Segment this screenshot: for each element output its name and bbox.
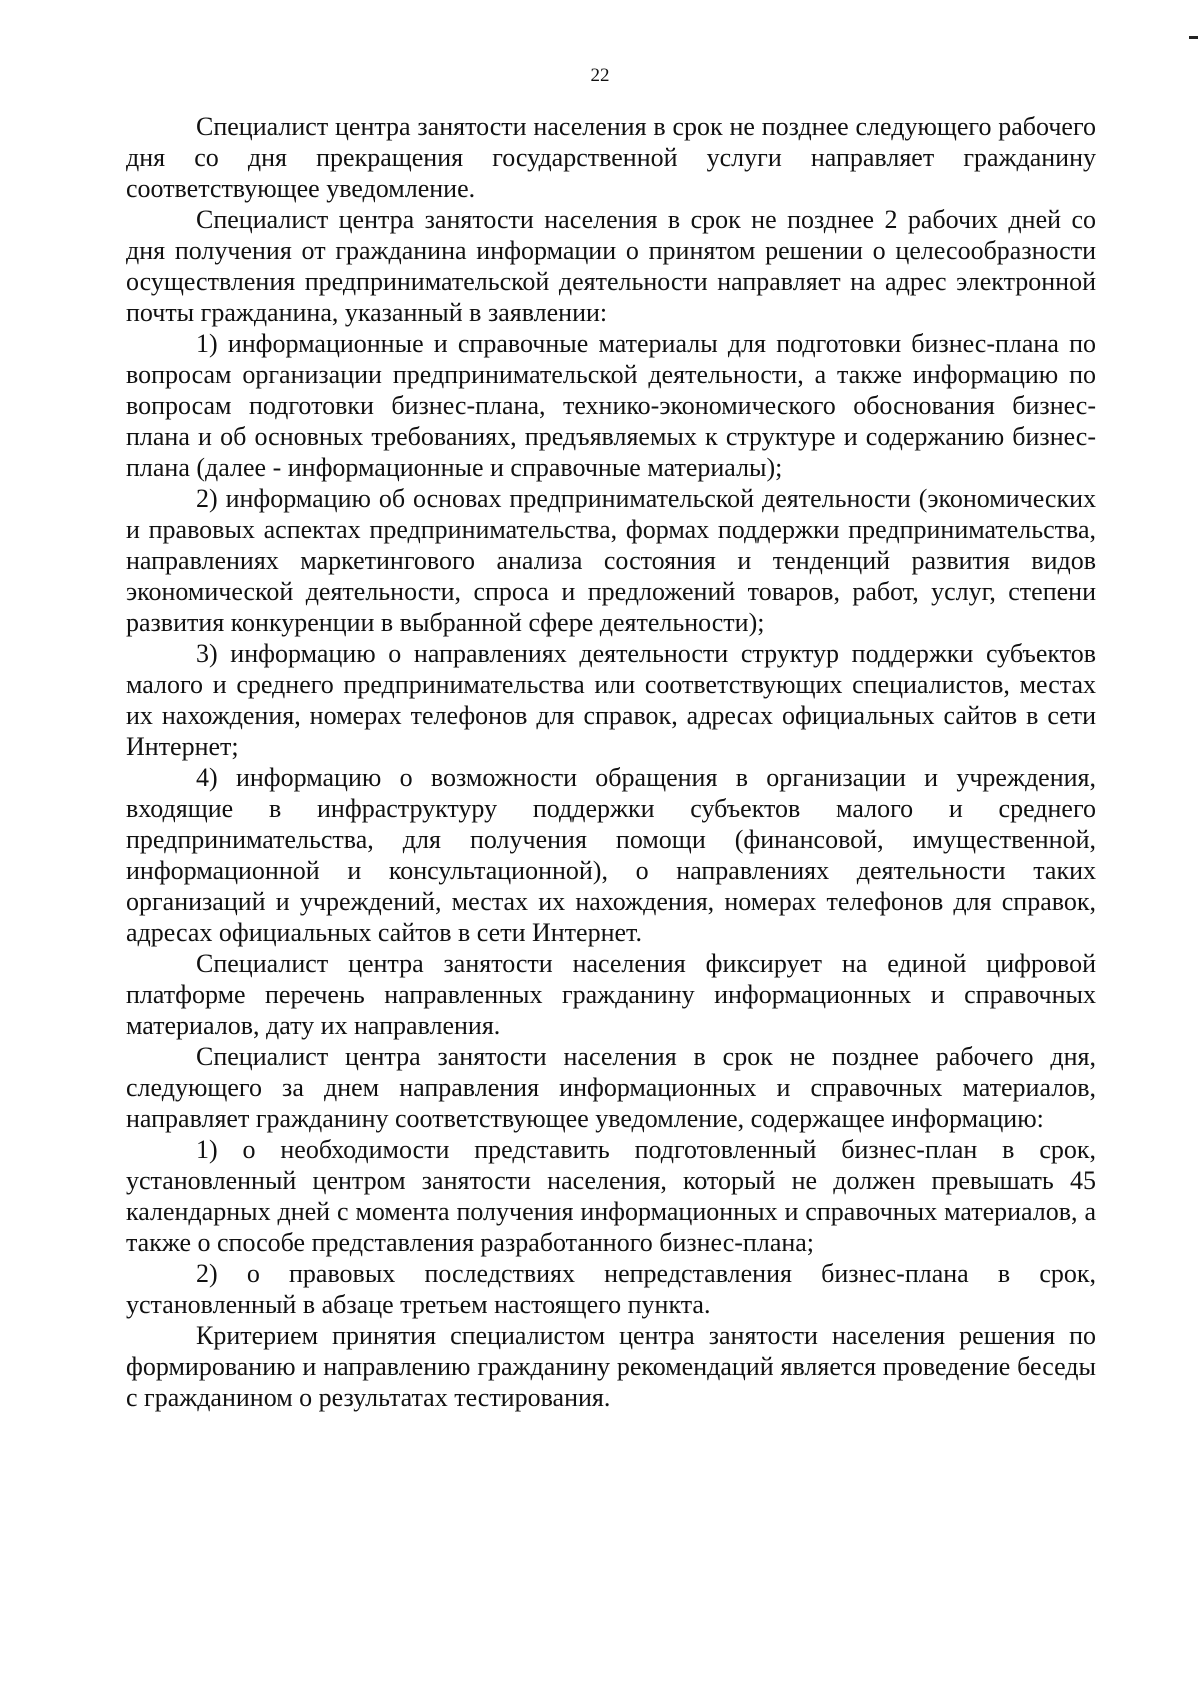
list-item-1-business-plan-deadline: 1) о необходимости представить подготовленный бизнес-план в срок, установленный центром занятости населения, который не должен превышать 45 календарных дней с момента получения информационных и справочных материалов, а также о способе представления разработанного бизнес-плана; [126, 1135, 1096, 1257]
paragraph-notification-content: Специалист центра занятости населения в срок не позднее рабочего дня, следующего за днем направления информационных и справочных материалов, направляет гражданину соответствующее уведомление, содержащее информацию: [126, 1042, 1096, 1133]
paragraph-platform-record: Специалист центра занятости населения фиксирует на единой цифровой платформе перечень направленных гражданину информационных и справочных материалов, дату их направления. [126, 949, 1096, 1040]
list-item-4-infrastructure: 4) информацию о возможности обращения в организации и учреждения, входящие в инфраструктуру поддержки субъектов малого и среднего предпринимательства, для получения помощи (финансовой, имущественной, информационной и консультационной), о направлениях деятельности таких организаций и учреждений, местах их нахождения, номерах телефонов для справок, адресах официальных сайтов в сети Интернет. [126, 763, 1096, 947]
paragraph-notification-termination: Специалист центра занятости населения в срок не позднее следующего рабочего дня со дня прекращения государственной услуги направляет гражданину соответствующее уведомление. [126, 112, 1096, 203]
scan-edge-mark [1186, 0, 1200, 44]
paragraph-decision-criterion: Критерием принятия специалистом центра занятости населения решения по формированию и направлению гражданину рекомендаций является проведение беседы с гражданином о результатах тестирования. [126, 1321, 1096, 1412]
paragraph-email-materials: Специалист центра занятости населения в срок не позднее 2 рабочих дней со дня получения от гражданина информации о принятом решении о целесообразности осуществления предпринимательской деятельности направляет на адрес электронной почты гражданина, указанный в заявлении: [126, 205, 1096, 327]
list-item-1-info-materials: 1) информационные и справочные материалы для подготовки бизнес-плана по вопросам организации предпринимательской деятельности, а также информацию по вопросам подготовки бизнес-плана, технико-экономического обоснования бизнес-плана и об основных требованиях, предъявляемых к структуре и содержанию бизнес-плана (далее - информационные и справочные материалы); [126, 329, 1096, 482]
document-body [126, 111, 1096, 1413]
list-item-2-business-basics: 2) информацию об основах предпринимательской деятельности (экономических и правовых аспектах предпринимательства, формах поддержки предпринимательства, направлениях маркетингового анализа состояния и тенденций развития видов экономической деятельности, спроса и предложений товаров, работ, услуг, степени развития конкуренции в выбранной сфере деятельности); [126, 484, 1096, 637]
list-item-2-legal-consequences: 2) о правовых последствиях непредставления бизнес-плана в срок, установленный в абзаце третьем настоящего пункта. [126, 1259, 1096, 1319]
page-number: 22 [590, 65, 610, 86]
list-item-3-support-structures: 3) информацию о направлениях деятельности структур поддержки субъектов малого и среднего предпринимательства или соответствующих специалистов, местах их нахождения, номерах телефонов для справок, адресах официальных сайтов в сети Интернет; [126, 639, 1096, 761]
